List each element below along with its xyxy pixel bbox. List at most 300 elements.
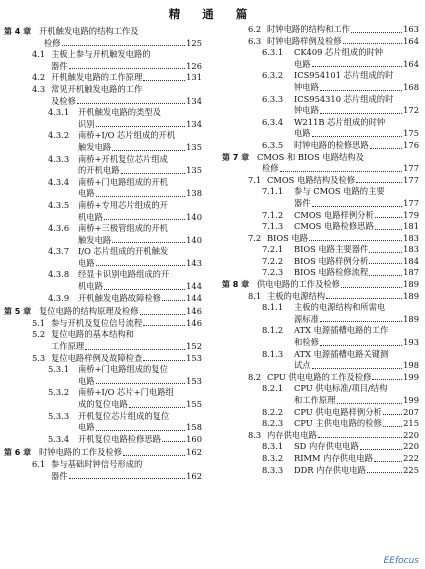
toc-entry-title-end: 供电电路的工作及检修 bbox=[257, 279, 340, 290]
toc-entry-number: 4.3.5 bbox=[48, 199, 70, 210]
toc-entry-body bbox=[267, 36, 419, 48]
toc-entry-title-end: CPU 主供电电路的检修 bbox=[294, 418, 382, 429]
toc-entry-title-end: 时钟电路的工作及检修 bbox=[39, 447, 122, 458]
toc-entry-number: 8.2 bbox=[248, 371, 262, 382]
toc-leader-dots bbox=[369, 263, 402, 264]
toc-page-number: 144 bbox=[186, 292, 202, 303]
toc-leader-dots bbox=[112, 242, 185, 243]
toc-entry-number: 7.2.1 bbox=[262, 244, 284, 255]
toc-entry-body bbox=[294, 418, 419, 430]
toc-entry-title-end: 机电路 bbox=[78, 281, 103, 292]
toc-entry-body bbox=[51, 329, 202, 352]
toc-entry-body bbox=[294, 453, 419, 465]
toc-entry bbox=[222, 291, 419, 303]
toc-entry-title-line: 南桥+专用芯片组成的开 bbox=[78, 199, 168, 210]
toc-entry-body bbox=[294, 210, 419, 222]
toc-entry-title-end: 钟电路 bbox=[294, 81, 319, 92]
toc-page-number: 199 bbox=[403, 395, 419, 405]
toc-entry-last-line bbox=[262, 163, 419, 175]
toc-page-number: 220 bbox=[403, 429, 419, 440]
toc-leader-dots bbox=[69, 68, 186, 69]
toc-entry-body bbox=[294, 407, 419, 419]
toc-entry bbox=[4, 353, 202, 365]
toc-entry-body bbox=[51, 459, 202, 482]
toc-entry-title-end: 检修 bbox=[262, 163, 279, 174]
toc-entry bbox=[222, 325, 419, 348]
toc-entry-number: 4.3.2 bbox=[48, 130, 70, 141]
toc-entry-last-line bbox=[51, 96, 202, 108]
toc-entry-title-end: 成的复位电路 bbox=[78, 399, 128, 409]
toc-entry-number: 8.3.2 bbox=[262, 452, 284, 463]
toc-page-number: 184 bbox=[403, 255, 419, 266]
toc-entry-title-end: 及检修 bbox=[51, 95, 76, 106]
toc-entry bbox=[222, 349, 419, 372]
toc-entry-last-line bbox=[294, 441, 419, 453]
toc-entry-title-end: CMOS 电路样例分析 bbox=[294, 209, 374, 220]
toc-leader-dots bbox=[112, 150, 185, 151]
page-title: 精 通 篇 bbox=[168, 7, 257, 21]
toc-entry-number: 4.3.4 bbox=[48, 176, 70, 187]
toc-column-left bbox=[4, 24, 202, 482]
toc-entry-number: 5.3.2 bbox=[48, 387, 70, 398]
toc-entry-title-end: DDR 内存供电电路 bbox=[294, 464, 366, 475]
toc-entry-body bbox=[267, 291, 419, 303]
toc-entry-title-end: SD 内存供电电路 bbox=[294, 441, 359, 452]
toc-entry-body bbox=[294, 70, 419, 93]
toc-entry-title-end: 开机触发电路的工作原理 bbox=[51, 72, 143, 83]
toc-leader-dots bbox=[318, 437, 402, 438]
toc-entry bbox=[4, 387, 202, 410]
toc-entry-number: 4.3 bbox=[32, 83, 46, 94]
toc-page-number: 164 bbox=[403, 35, 419, 46]
toc-entry-title-end: 开机复位电路检修思路 bbox=[78, 433, 161, 444]
toc-entry-number: 7.1 bbox=[248, 174, 262, 185]
toc-leader-dots bbox=[369, 252, 402, 253]
toc-entry-number: 8.2.3 bbox=[262, 418, 284, 429]
toc-entry-last-line bbox=[294, 198, 419, 210]
toc-entry-number: 6.2 bbox=[248, 24, 262, 34]
toc-page-number: 146 bbox=[186, 317, 202, 328]
toc-entry-title-end: 电路 bbox=[78, 422, 95, 433]
toc-entry-body bbox=[39, 306, 202, 318]
toc-entry bbox=[4, 84, 202, 107]
toc-entry-last-line bbox=[294, 244, 419, 256]
toc-entry-title-end: 参与开机及复位信号流程 bbox=[51, 317, 143, 328]
toc-entry-body bbox=[78, 107, 202, 130]
toc-entry bbox=[222, 210, 419, 222]
toc-entry bbox=[222, 70, 419, 93]
toc-entry-last-line bbox=[51, 318, 202, 330]
toc-entry-title-end: 钟电路 bbox=[294, 105, 319, 116]
toc-page-number: 179 bbox=[403, 209, 419, 220]
toc-entry-title-end: 工作原理 bbox=[51, 341, 85, 352]
toc-entry-number: 6.3 bbox=[248, 35, 262, 46]
toc-entry bbox=[222, 117, 419, 140]
toc-entry-body bbox=[294, 325, 419, 348]
toc-entry-body bbox=[78, 364, 202, 387]
toc-entry-number: 8.3.1 bbox=[262, 441, 284, 452]
toc-entry bbox=[4, 177, 202, 200]
toc-entry-last-line bbox=[267, 430, 419, 442]
toc-entry-number: 4.2 bbox=[32, 72, 46, 83]
toc-leader-dots bbox=[96, 430, 186, 431]
toc-entry-title-end: 主板的电源结构 bbox=[267, 290, 326, 301]
toc-entry-body bbox=[267, 430, 419, 442]
toc-leader-dots bbox=[320, 90, 402, 91]
toc-entry bbox=[4, 293, 202, 305]
toc-entry-last-line bbox=[294, 465, 419, 477]
toc-page-number: 131 bbox=[186, 72, 202, 83]
toc-leader-dots bbox=[343, 43, 402, 44]
toc-entry-last-line bbox=[78, 235, 202, 247]
toc-page-number: 158 bbox=[186, 422, 202, 433]
toc-entry-body bbox=[294, 267, 419, 279]
toc-entry-body bbox=[78, 269, 202, 292]
toc-page-number: 177 bbox=[403, 163, 419, 174]
toc-entry-number: 第 8 章 bbox=[222, 280, 250, 290]
toc-entry-title-line: 南桥+三极管组成的开机 bbox=[78, 223, 168, 234]
toc-page-number: 177 bbox=[403, 174, 419, 185]
toc-entry-title-end: CPU 供电电路的工作及检修 bbox=[267, 371, 372, 382]
toc-entry-last-line bbox=[39, 306, 202, 318]
toc-leader-dots bbox=[123, 455, 185, 456]
toc-leader-dots bbox=[369, 275, 402, 276]
toc-entry-title-end: 内存供电电路 bbox=[267, 429, 317, 440]
toc-entry-last-line bbox=[78, 281, 202, 293]
toc-entry-last-line bbox=[294, 140, 419, 152]
toc-entry bbox=[222, 372, 419, 384]
toc-entry-title-line: 南桥+I/O 芯片+门电路组 bbox=[78, 387, 174, 398]
toc-entry bbox=[4, 130, 202, 153]
toc-entry bbox=[222, 465, 419, 477]
toc-entry bbox=[222, 140, 419, 152]
toc-entry-body bbox=[78, 293, 202, 305]
toc-entry-title-end: BIOS 电路样例分析 bbox=[294, 255, 369, 266]
toc-entry-title-end: RIMM 内存供电电路 bbox=[294, 452, 373, 463]
toc-page-number: 199 bbox=[403, 371, 419, 382]
toc-leader-dots bbox=[370, 148, 402, 149]
toc-entry-last-line bbox=[294, 82, 419, 94]
toc-leader-dots bbox=[374, 461, 402, 462]
toc-entry-number: 第 6 章 bbox=[4, 448, 32, 458]
toc-entry-last-line bbox=[294, 407, 419, 419]
toc-entry-title-end: 识别 bbox=[78, 118, 95, 129]
toc-entry-number: 第 5 章 bbox=[4, 307, 32, 317]
toc-entry-title-end: 试点 bbox=[294, 360, 311, 371]
toc-page-number: 183 bbox=[403, 244, 419, 255]
toc-leader-dots bbox=[96, 196, 186, 197]
toc-entry-number: 第 4 章 bbox=[4, 27, 32, 36]
toc-entry-body bbox=[51, 318, 202, 330]
toc-entry-title-line: ATX 电源插槽电路关键测 bbox=[294, 348, 389, 359]
toc-entry-title-end: 复位电路的结构原理及检修 bbox=[39, 306, 139, 317]
toc-leader-dots bbox=[312, 136, 403, 137]
toc-page-number: 135 bbox=[186, 165, 202, 176]
toc-entry-last-line bbox=[267, 372, 419, 384]
toc-page-number: 135 bbox=[186, 141, 202, 152]
toc-leader-dots bbox=[383, 414, 402, 415]
toc-leader-dots bbox=[96, 126, 186, 127]
toc-entry bbox=[222, 383, 419, 406]
toc-entry-title-end: 电路 bbox=[78, 375, 95, 386]
toc-entry-last-line bbox=[294, 314, 419, 326]
toc-entry-title-end: 时钟电路的结构和工作 bbox=[267, 24, 350, 34]
toc-page-number: 163 bbox=[403, 24, 419, 34]
toc-entry-last-line bbox=[267, 36, 419, 48]
toc-entry bbox=[222, 94, 419, 117]
toc-page-number: 125 bbox=[186, 37, 202, 48]
toc-entry-body bbox=[294, 221, 419, 233]
toc-leader-dots bbox=[375, 217, 402, 218]
toc-entry-last-line bbox=[257, 279, 419, 291]
toc-entry-title-line: CMOS 和 BIOS 电路结构及 bbox=[257, 151, 364, 162]
toc-entry-title-end: 器件 bbox=[294, 197, 311, 208]
toc-entry bbox=[4, 459, 202, 482]
toc-leader-dots bbox=[96, 265, 186, 266]
toc-entry-last-line bbox=[267, 24, 419, 36]
toc-leader-dots bbox=[280, 171, 403, 172]
toc-page-number: 215 bbox=[403, 418, 419, 429]
toc-entry-title-line: CK409 芯片组成的时钟 bbox=[294, 47, 384, 58]
toc-entry-title-end: 时钟电路的检修思路 bbox=[294, 139, 369, 150]
toc-entry-number: 8.2.1 bbox=[262, 383, 284, 394]
toc-entry-body bbox=[78, 177, 202, 200]
toc-leader-dots bbox=[383, 426, 402, 427]
toc-page-number: 146 bbox=[186, 306, 202, 317]
toc-entry-last-line bbox=[294, 360, 419, 372]
toc-entry-title-line: 主板的电源结构和所需电 bbox=[294, 302, 386, 313]
toc-entry-number: 8.2.2 bbox=[262, 406, 284, 417]
toc-entry-body bbox=[294, 94, 419, 117]
toc-entry-last-line bbox=[51, 353, 202, 365]
toc-leader-dots bbox=[143, 80, 185, 81]
toc-entry-last-line bbox=[294, 105, 419, 117]
toc-leader-dots bbox=[62, 45, 186, 46]
toc-entry-title-end: 检修 bbox=[44, 37, 61, 48]
toc-page-number: 222 bbox=[403, 452, 419, 463]
toc-entry-body bbox=[51, 72, 202, 84]
toc-entry-title-line: 经显卡识别电路组成的开 bbox=[78, 269, 170, 280]
toc-entry-body bbox=[257, 279, 419, 291]
toc-entry-title-end: 复位电路样例及故障检查 bbox=[51, 352, 143, 363]
toc-entry bbox=[222, 152, 419, 175]
toc-entry-title-line: ICS954310 芯片组成的时 bbox=[294, 93, 394, 104]
toc-entry-title-end: 器件 bbox=[51, 60, 68, 71]
toc-entry-body bbox=[294, 244, 419, 256]
toc-entry-last-line bbox=[294, 418, 419, 430]
toc-entry-number: 8.3.3 bbox=[262, 464, 284, 475]
toc-entry-number: 6.3.1 bbox=[262, 47, 284, 58]
toc-entry-title-line: 南桥+I/O 芯片组成的开机 bbox=[78, 130, 176, 141]
toc-page-number: 220 bbox=[403, 441, 419, 452]
toc-entry-body bbox=[294, 349, 419, 372]
toc-entry-last-line bbox=[294, 267, 419, 279]
toc-leader-dots bbox=[69, 478, 186, 479]
toc-entry-number: 7.2.2 bbox=[262, 255, 284, 266]
toc-entry-number: 4.3.1 bbox=[48, 107, 70, 118]
toc-entry bbox=[4, 329, 202, 352]
toc-entry-body bbox=[294, 465, 419, 477]
toc-leader-dots bbox=[143, 325, 185, 326]
toc-entry-title-end: 时钟电路样例及检修 bbox=[267, 35, 342, 46]
toc-entry-number: 7.2.3 bbox=[262, 267, 284, 278]
toc-page-number: 189 bbox=[403, 279, 419, 290]
toc-entry-number: 6.3.3 bbox=[262, 93, 284, 104]
toc-entry bbox=[4, 364, 202, 387]
toc-page-number: 144 bbox=[186, 281, 202, 292]
toc-entry-number: 5.3.4 bbox=[48, 433, 70, 444]
toc-entry-body bbox=[78, 387, 202, 410]
toc-entry-number: 第 7 章 bbox=[222, 152, 250, 162]
toc-entry-last-line bbox=[294, 337, 419, 349]
toc-entry-last-line bbox=[51, 471, 202, 483]
toc-page-number: 187 bbox=[403, 267, 419, 278]
toc-entry-title-line: I/O 芯片组成的开机触发 bbox=[78, 246, 169, 257]
toc-entry-body bbox=[267, 24, 419, 36]
toc-page-number: 143 bbox=[186, 257, 202, 268]
toc-entry-title-line: 复位电路的基本结构和 bbox=[51, 329, 134, 340]
toc-entry-last-line bbox=[294, 221, 419, 233]
toc-page-number: 193 bbox=[403, 337, 419, 348]
toc-entry-last-line bbox=[51, 341, 202, 353]
toc-entry-title-line: ATX 电源插槽电路的工作 bbox=[294, 325, 389, 336]
toc-leader-dots bbox=[351, 32, 402, 33]
toc-entry-body bbox=[257, 152, 419, 164]
toc-entry-body bbox=[78, 246, 202, 269]
toc-entry-title-line: 参与基础时钟信号形成的 bbox=[51, 458, 143, 469]
toc-entry-last-line bbox=[78, 376, 202, 388]
toc-page-number: 162 bbox=[186, 447, 202, 458]
toc-entry-title-end: CMOS 电路结构及检修 bbox=[267, 174, 356, 185]
toc-leader-dots bbox=[320, 113, 402, 114]
toc-page-number: 153 bbox=[186, 375, 202, 386]
toc-entry-last-line bbox=[78, 434, 202, 446]
toc-entry bbox=[4, 434, 202, 446]
toc-entry-number: 5.1 bbox=[32, 317, 46, 328]
toc-entry-number: 4.1 bbox=[32, 49, 46, 60]
toc-entry bbox=[4, 269, 202, 292]
toc-entry bbox=[222, 24, 419, 36]
toc-entry-last-line bbox=[44, 38, 202, 50]
toc-entry-title-end: 和工作原理 bbox=[294, 395, 336, 405]
toc-entry-number: 8.1 bbox=[248, 290, 262, 301]
toc-entry-last-line bbox=[267, 175, 419, 187]
toc-page-number: 153 bbox=[186, 352, 202, 363]
toc-entry-number: 4.3.7 bbox=[48, 246, 70, 257]
toc-entry-title-line: ICS954101 芯片组成的时 bbox=[294, 70, 394, 81]
watermark-logo: EEfocus bbox=[383, 556, 419, 566]
toc-entry-title-line: W211B 芯片组成的时钟 bbox=[294, 116, 386, 127]
toc-leader-dots bbox=[129, 407, 185, 408]
toc-entry bbox=[4, 447, 202, 459]
toc-entry-body bbox=[294, 256, 419, 268]
toc-page-number: 225 bbox=[403, 464, 419, 475]
toc-entry-number: 8.1.1 bbox=[262, 302, 284, 313]
toc-page-number: 176 bbox=[403, 139, 419, 150]
toc-entry-last-line bbox=[78, 399, 202, 411]
toc-entry-last-line bbox=[78, 142, 202, 154]
toc-entry-title-end: 电路 bbox=[294, 128, 311, 139]
toc-page-number: 140 bbox=[186, 211, 202, 222]
toc-leader-dots bbox=[121, 173, 186, 174]
toc-entry bbox=[222, 267, 419, 279]
toc-entry-body bbox=[294, 302, 419, 325]
toc-leader-dots bbox=[360, 449, 402, 450]
toc-entry-last-line bbox=[267, 291, 419, 303]
toc-entry-body bbox=[51, 353, 202, 365]
toc-leader-dots bbox=[320, 321, 402, 322]
toc-entry-last-line bbox=[78, 422, 202, 434]
toc-entry-number: 5.2 bbox=[32, 329, 46, 340]
toc-entry-last-line bbox=[78, 258, 202, 270]
toc-page-number: 183 bbox=[403, 232, 419, 243]
toc-entry-last-line bbox=[78, 119, 202, 131]
toc-entry bbox=[222, 221, 419, 233]
toc-leader-dots bbox=[341, 287, 402, 288]
toc-entry bbox=[4, 306, 202, 318]
toc-entry-number: 6.3.2 bbox=[262, 70, 284, 81]
toc-entry-last-line bbox=[294, 256, 419, 268]
toc-entry-title-end: 器件 bbox=[51, 470, 68, 481]
toc-page-number: 168 bbox=[403, 81, 419, 92]
toc-page-number: 160 bbox=[186, 433, 202, 444]
toc-entry-last-line bbox=[294, 453, 419, 465]
toc-column-right bbox=[222, 24, 419, 476]
toc-entry-number: 4.3.6 bbox=[48, 223, 70, 234]
toc-entry-number: 8.1.3 bbox=[262, 348, 284, 359]
toc-page-number: 134 bbox=[186, 118, 202, 129]
toc-page-number: 164 bbox=[403, 58, 419, 69]
toc-leader-dots bbox=[143, 360, 185, 361]
toc-entry-number: 7.1.1 bbox=[262, 186, 284, 197]
toc-entry-body bbox=[267, 233, 419, 245]
toc-entry-number: 6.1 bbox=[32, 458, 46, 469]
toc-entry bbox=[222, 175, 419, 187]
toc-entry-body bbox=[39, 447, 202, 459]
toc-entry bbox=[4, 411, 202, 434]
toc-leader-dots bbox=[356, 182, 402, 183]
toc-leader-dots bbox=[96, 383, 186, 384]
toc-page-number: 138 bbox=[186, 188, 202, 199]
toc-entry-title-end: BIOS 电路主要器件 bbox=[294, 244, 369, 255]
toc-page-number: 198 bbox=[403, 360, 419, 371]
toc-page-number: 152 bbox=[186, 341, 202, 352]
toc-entry bbox=[222, 279, 419, 291]
toc-page-number: 177 bbox=[403, 197, 419, 208]
toc-entry-last-line bbox=[294, 128, 419, 140]
toc-leader-dots bbox=[104, 289, 185, 290]
toc-entry-title-end: 触发电路 bbox=[78, 141, 112, 152]
toc-entry bbox=[4, 49, 202, 72]
toc-page-number: 162 bbox=[186, 470, 202, 481]
toc-page-number: 134 bbox=[186, 95, 202, 106]
toc-entry bbox=[222, 441, 419, 453]
toc-entry-number: 5.3 bbox=[32, 352, 46, 363]
toc-entry-number: 6.3.5 bbox=[262, 139, 284, 150]
toc-leader-dots bbox=[77, 103, 185, 104]
toc-page-number: 189 bbox=[403, 290, 419, 301]
toc-entry bbox=[4, 200, 202, 223]
toc-entry-body bbox=[267, 372, 419, 384]
toc-entry bbox=[222, 47, 419, 70]
toc-entry-title-line: 开机复位芯片组成的复位 bbox=[78, 410, 170, 421]
toc-entry-body bbox=[78, 130, 202, 153]
toc-entry-body bbox=[78, 411, 202, 434]
toc-entry-body bbox=[294, 383, 419, 406]
toc-entry-last-line bbox=[39, 447, 202, 459]
toc-entry bbox=[4, 246, 202, 269]
toc-entry-number: 7.2 bbox=[248, 232, 262, 243]
